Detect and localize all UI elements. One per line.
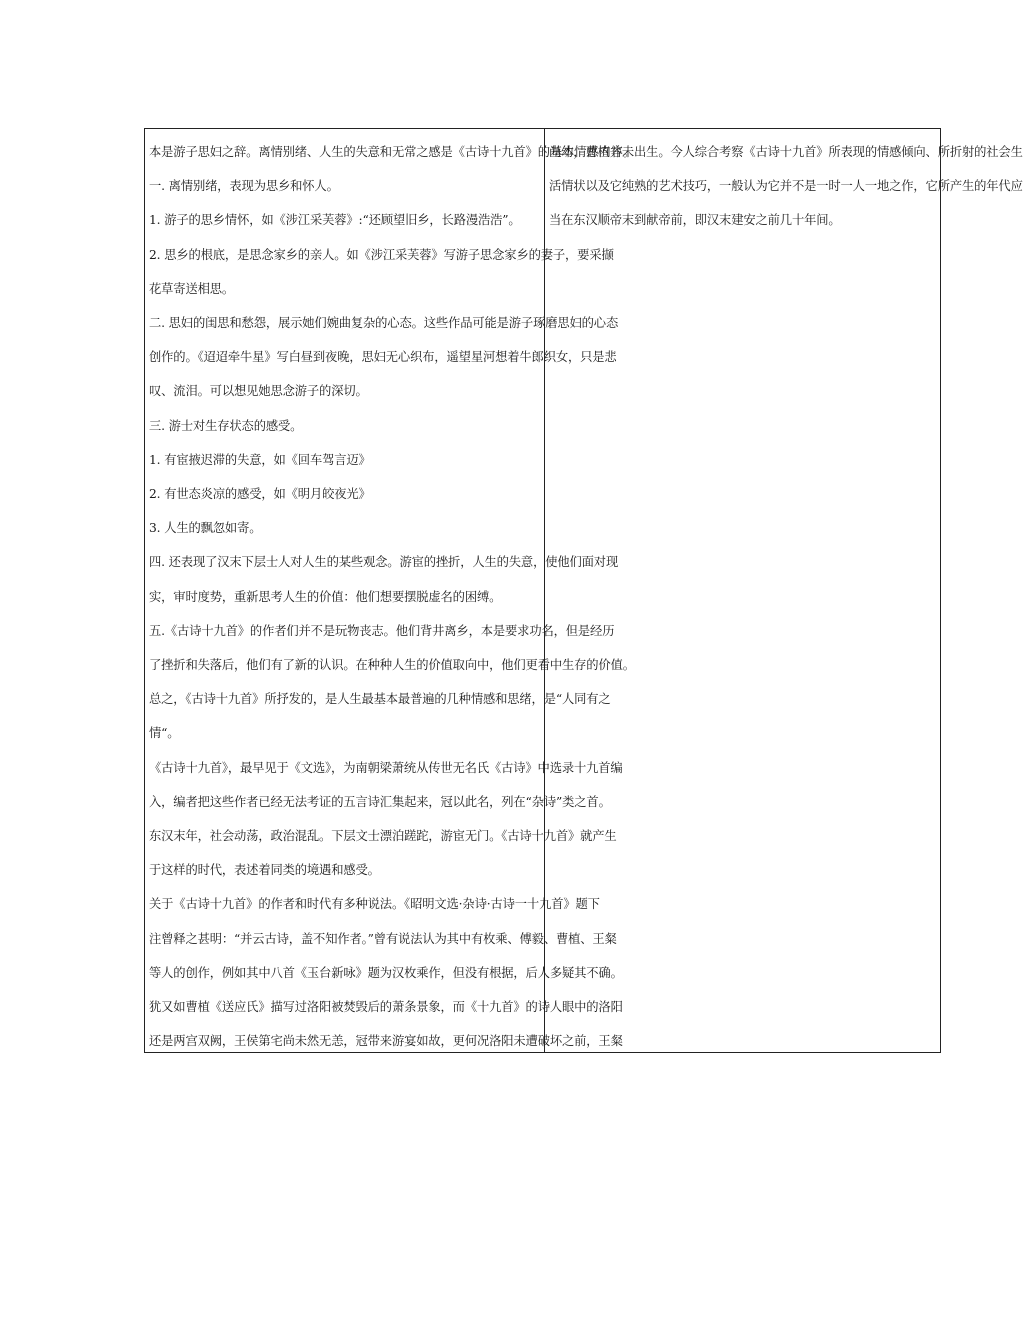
text-line: 总之，《古诗十九首》所抒发的，是人生最基本最普遍的几种情感和思绪，是“人同有之 xyxy=(149,692,611,707)
text-line: 等人的创作，例如其中八首《玉台新咏》题为汉枚乘作，但没有根据，后人多疑其不确。 xyxy=(149,965,623,980)
text-line: 入，编者把这些作者已经无法考证的五言诗汇集起来，冠以此名，列在“杂诗”类之首。 xyxy=(149,794,611,809)
text-line: 2. 有世态炎凉的感受，如《明月皎夜光》 xyxy=(149,487,371,502)
text-line: 还是两宫双阙，王侯第宅尚未然无恙，冠带来游宴如故，更何况洛阳未遭破坏之前，王粲 xyxy=(149,1034,623,1049)
text-line: 情“。 xyxy=(149,726,180,741)
text-line: 注曾释之甚明：“并云古诗，盖不知作者。”曾有说法认为其中有枚乘、傅毅、曹植、王粲 xyxy=(149,931,617,946)
text-line: 叹、流泪。可以想见她思念游子的深切。 xyxy=(149,384,368,399)
text-line: 花草寄送相思。 xyxy=(149,281,235,296)
text-line: 1. 有宦掖迟滞的失意，如《回车驾言迈》 xyxy=(149,452,371,467)
text-line: 东汉末年，社会动荡，政治混乱。下层文士漂泊蹉跎，游宦无门。《古诗十九首》就产生 xyxy=(149,829,617,844)
text-line: 五.《古诗十九首》的作者们并不是玩物丧志。他们背井离乡，本是要求功名，但是经历 xyxy=(149,623,615,638)
text-line: 了挫折和失落后，他们有了新的认识。在种种人生的价值取向中，他们更看中生存的价值。 xyxy=(149,658,635,673)
text-line: 犹又如曹植《送应氏》描写过洛阳被焚毁后的萧条景象，而《十九首》的诗人眼中的洛阳 xyxy=(149,1000,623,1015)
text-line: 当在东汉顺帝末到献帝前，即汉末建安之前几十年间。 xyxy=(549,213,841,228)
content-table xyxy=(144,128,1023,1053)
text-line: 三. 游士对生存状态的感受。 xyxy=(149,418,303,433)
text-line: 1. 游子的思乡情怀，如《涉江采芙蓉》:“还顾望旧乡，长路漫浩浩”。 xyxy=(149,213,521,228)
text-line: 尚幼，曹植并未出生。今人综合考察《古诗十九首》所表现的情感倾向、所折射的社会生 xyxy=(549,145,1023,159)
right-column xyxy=(545,129,1026,1052)
text-line: 《古诗十九首》，最早见于《文选》，为南朝梁萧统从传世无名氏《古诗》中选录十九首编 xyxy=(149,760,623,775)
text-line: 四. 还表现了汉末下层士人对人生的某些观念。游宦的挫折，人生的失意，使他们面对现 xyxy=(149,555,619,570)
text-line: 3. 人生的飘忽如寄。 xyxy=(149,521,262,536)
text-line: 二. 思妇的闺思和愁怨，展示她们婉曲复杂的心态。这些作品可能是游子琢磨思妇的心态 xyxy=(149,316,619,331)
text-line: 一. 离情别绪，表现为思乡和怀人。 xyxy=(149,179,339,194)
text-line: 本是游子思妇之辞。离情别绪、人生的失意和无常之感是《古诗十九首》的基本情感内容。 xyxy=(149,145,635,159)
text-line: 实，审时度势，重新思考人生的价值：他们想要摆脱虚名的困缚。 xyxy=(149,589,502,604)
text-line: 创作的。《迢迢牵牛星》写白昼到夜晚，思妇无心织布，遥望星河想着牛郎织女，只是悲 xyxy=(149,350,617,365)
text-line: 关于《古诗十九首》的作者和时代有多种说法。《昭明文选·杂诗·古诗一十九首》题下 xyxy=(149,897,600,912)
text-line: 于这样的时代，表述着同类的境遇和感受。 xyxy=(149,863,380,878)
left-column xyxy=(145,129,635,1052)
text-line: 活情状以及它纯熟的艺术技巧，一般认为它并不是一时一人一地之作，它所产生的年代应 xyxy=(549,179,1023,194)
text-line: 2. 思乡的根底，是思念家乡的亲人。如《涉江采芙蓉》写游子思念家乡的妻子，要采撷 xyxy=(149,247,614,262)
